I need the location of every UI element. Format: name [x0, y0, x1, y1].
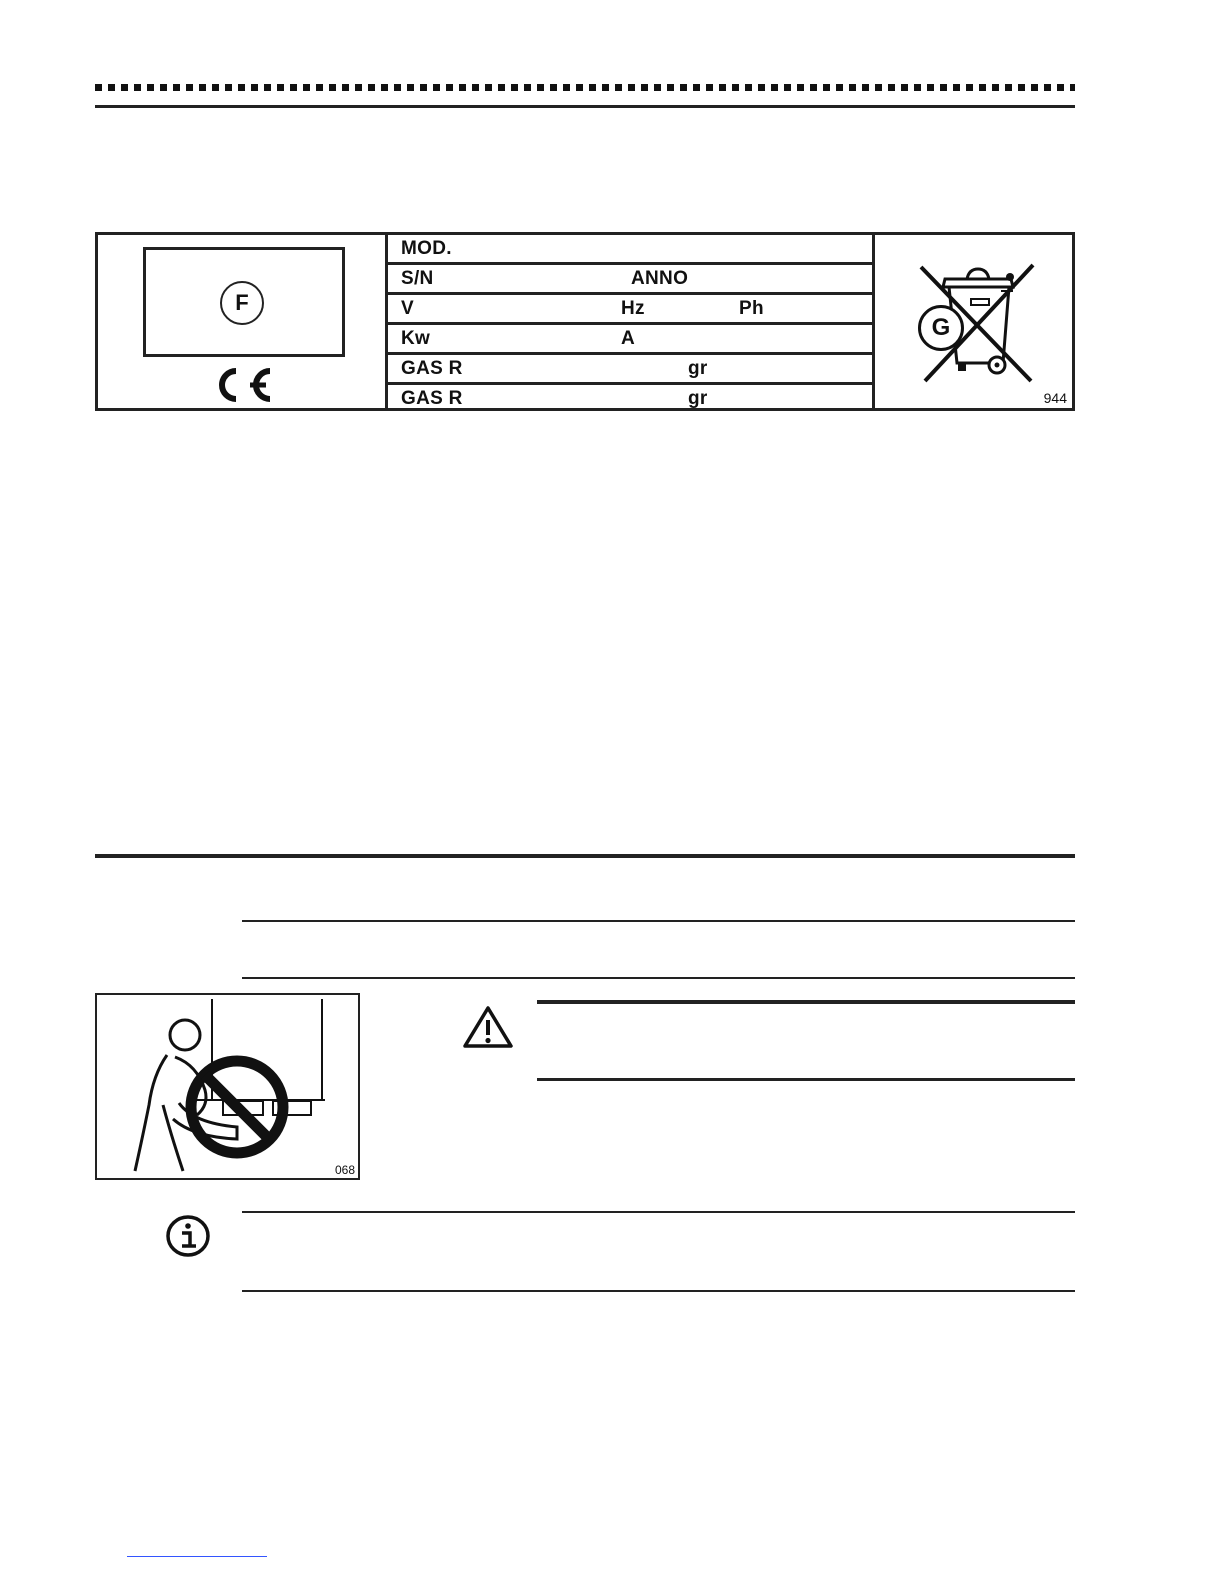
plate-label-gas-r: GAS R: [401, 358, 463, 379]
heading-rule-top: [242, 920, 1075, 922]
plate-label-kw: Kw: [401, 328, 431, 349]
rating-plate: [95, 232, 1075, 411]
figure-code: 068: [334, 1163, 355, 1177]
plate-label-v: V: [401, 298, 414, 319]
rating-plate-weee-panel: [872, 235, 1072, 408]
f-symbol-label: F: [235, 290, 249, 315]
g-circle-symbol: [918, 305, 964, 351]
warning-rule-top: [537, 1000, 1075, 1004]
plate-label-gr: gr: [688, 358, 708, 379]
header-dotted-rule: [95, 84, 1075, 91]
plate-label-gr: gr: [688, 388, 708, 409]
rating-plate-fields: [388, 235, 872, 408]
plate-row-model: [388, 235, 872, 265]
lifting-illustration: [95, 993, 360, 1180]
plate-label-a: A: [621, 328, 636, 349]
plate-label-mod: MOD.: [401, 238, 452, 259]
plate-row-gas-1: [388, 355, 872, 385]
info-rule-top: [242, 1211, 1075, 1213]
plate-row-serial: [388, 265, 872, 295]
heading-rule-bottom: [242, 977, 1075, 979]
figure-code: 944: [1043, 390, 1067, 406]
plate-row-gas-2: [388, 385, 872, 415]
plate-label-anno: ANNO: [631, 268, 689, 289]
plate-label-gas-r: GAS R: [401, 388, 463, 409]
ce-mark-icon: [206, 365, 274, 405]
warning-rule-bottom: [537, 1078, 1075, 1081]
plate-row-power: [388, 325, 872, 355]
info-rule-bottom: [242, 1290, 1075, 1292]
header-rule: [95, 105, 1075, 108]
plate-label-ph: Ph: [739, 298, 764, 319]
plate-label-sn: S/N: [401, 268, 434, 289]
footer-link-underline[interactable]: [127, 1556, 267, 1557]
f-circle-symbol: [220, 281, 264, 325]
g-symbol-label: G: [931, 314, 951, 341]
info-icon: [165, 1214, 211, 1258]
plate-label-hz: Hz: [621, 298, 645, 319]
plate-row-voltage: [388, 295, 872, 325]
section-divider: [95, 854, 1075, 858]
rating-plate-left-panel: [98, 235, 388, 408]
no-lifting-person-icon: [97, 995, 358, 1178]
warning-triangle-icon: [462, 1005, 514, 1049]
